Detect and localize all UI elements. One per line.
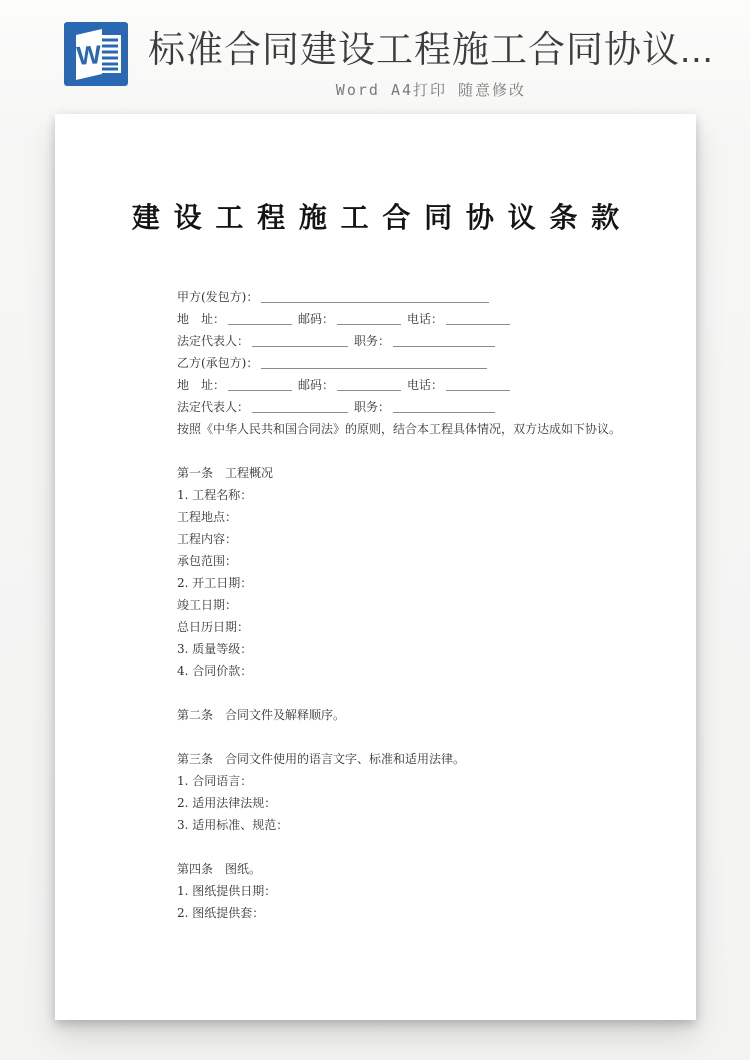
text-line: 2. 开工日期：	[177, 576, 253, 590]
field-label: 乙方(承包方)：	[177, 356, 259, 370]
text-line: 1. 合同语言：	[177, 774, 253, 788]
fill-in-blank	[228, 378, 292, 391]
form-line	[177, 330, 655, 352]
field-label: 邮码：	[298, 312, 335, 326]
text-line: 2. 图纸提供套：	[177, 906, 265, 920]
text-line: 第一条 工程概况	[177, 466, 274, 480]
text-line: 总日历日期：	[177, 620, 250, 634]
text-line: 竣工日期：	[177, 598, 238, 612]
header	[64, 22, 714, 100]
field-label: 邮码：	[298, 378, 335, 392]
form-line	[177, 352, 655, 374]
blank-line	[177, 836, 655, 858]
fill-in-blank	[393, 334, 495, 347]
document-title: 建 设 工 程 施 工 合 同 协 议 条 款	[131, 201, 620, 234]
text-line: 工程内容：	[177, 532, 238, 546]
field-label: 职务：	[354, 334, 391, 348]
text-line: 工程地点：	[177, 510, 238, 524]
form-line	[177, 286, 655, 308]
header-text	[148, 22, 714, 100]
field-label: 电话：	[407, 378, 444, 392]
fill-in-blank	[337, 378, 401, 391]
field-label: 法定代表人：	[177, 334, 250, 348]
text-line: 4. 合同价款：	[177, 664, 253, 678]
field-label: 电话：	[407, 312, 444, 326]
template-title: 标准合同建设工程施工合同协议...	[148, 29, 714, 70]
word-icon	[64, 22, 128, 86]
blank-line	[177, 682, 655, 704]
fill-in-blank	[252, 400, 348, 413]
text-line: 第四条 图纸。	[177, 862, 262, 876]
fill-in-blank	[393, 400, 495, 413]
fill-in-blank	[337, 312, 401, 325]
blank-line	[177, 726, 655, 748]
text-line: 3. 质量等级：	[177, 642, 253, 656]
template-subtitle: Word A4打印 随意修改	[335, 81, 527, 99]
fill-in-blank	[261, 290, 489, 303]
fill-in-blank	[252, 334, 348, 347]
form-line	[177, 396, 655, 418]
field-label: 法定代表人：	[177, 400, 250, 414]
text-line: 1. 图纸提供日期：	[177, 884, 277, 898]
fill-in-blank	[446, 312, 510, 325]
text-line: 1. 工程名称：	[177, 488, 253, 502]
word-icon-letter: W	[75, 39, 103, 71]
field-label: 地 址：	[177, 312, 226, 326]
field-label: 职务：	[354, 400, 391, 414]
fill-in-blank	[261, 356, 487, 369]
text-line: 2. 适用法律法规：	[177, 796, 277, 810]
fill-in-blank	[228, 312, 292, 325]
document-body	[177, 286, 655, 924]
form-line	[177, 374, 655, 396]
text-line: 第二条 合同文件及解释顺序。	[177, 708, 346, 722]
text-line: 第三条 合同文件使用的语言文字、标准和适用法律。	[177, 752, 466, 766]
text-line: 按照《中华人民共和国合同法》的原则，结合本工程具体情况，双方达成如下协议。	[177, 422, 622, 436]
fill-in-blank	[446, 378, 510, 391]
document-page	[55, 114, 696, 1020]
word-icon-graphic	[64, 22, 128, 86]
blank-line	[177, 440, 655, 462]
text-line: 承包范围：	[177, 554, 238, 568]
text-line: 3. 适用标准、规范：	[177, 818, 289, 832]
field-label: 甲方(发包方)：	[177, 290, 259, 304]
form-line	[177, 308, 655, 330]
field-label: 地 址：	[177, 378, 226, 392]
